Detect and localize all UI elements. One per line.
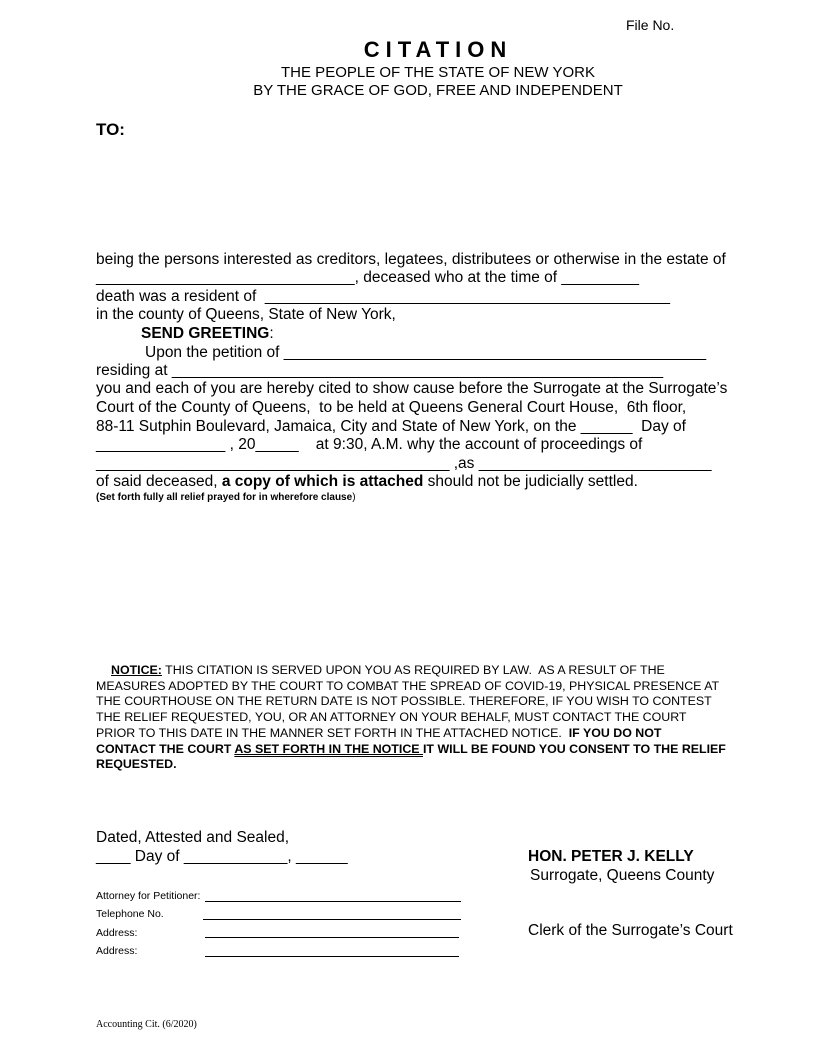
- relief-note-paren: ): [352, 492, 356, 503]
- notice-line-7: REQUESTED.: [96, 757, 177, 772]
- notice-line-5: [96, 726, 786, 742]
- body-line-12: _________________________________________ ,as ___________________________: [96, 455, 712, 472]
- body-line-4: in the county of Queens, State of New York,: [96, 306, 396, 323]
- file-no-label: File No.: [626, 17, 675, 33]
- address-field-2[interactable]: [205, 956, 459, 957]
- copy-attached-text: a copy of which is attached: [221, 473, 424, 490]
- body-line-10: 88-11 Sutphin Boulevard, Jamaica, City and State of New York, on the ______ Day of: [96, 418, 686, 435]
- body-line-9: Court of the County of Queens, to be held at Queens General Court House, 6th floor,: [96, 399, 687, 416]
- notice-line-5-b: IF YOU DO NOT: [568, 725, 662, 740]
- attorney-label: Attorney for Petitioner:: [96, 890, 201, 902]
- page-title: CITATION: [363, 37, 513, 62]
- body-line-1: being the persons interested as creditors, legatees, distributees or otherwise in the estate of: [96, 251, 726, 268]
- relief-note: [96, 492, 356, 503]
- notice-line-6-a: CONTACT THE COURT: [96, 741, 235, 756]
- dated-line: Dated, Attested and Sealed,: [96, 829, 290, 846]
- send-greeting-line: [141, 325, 274, 343]
- header-line-1: THE PEOPLE OF THE STATE OF NEW YORK: [281, 64, 595, 81]
- body-line-2: ______________________________, deceased who at the time of _________: [96, 269, 639, 286]
- body-line-13-a: of said deceased,: [96, 473, 222, 490]
- notice-line-6-c: IT WILL BE FOUND YOU CONSENT TO THE RELIEF: [422, 741, 726, 756]
- residing-line: residing at _________________________________________________________: [96, 362, 664, 379]
- send-greeting: SEND GREETING: [141, 325, 270, 342]
- body-line-11: _______________ , 20_____ at 9:30, A.M. why the account of proceedings of: [96, 436, 643, 453]
- notice-label: NOTICE:: [111, 663, 162, 677]
- telephone-field[interactable]: [203, 919, 461, 920]
- notice-line-1-text: THIS CITATION IS SERVED UPON YOU AS REQUIRED BY LAW. AS A RESULT OF THE: [161, 663, 665, 677]
- notice-line-1: [96, 663, 786, 679]
- address-label-2: Address:: [96, 945, 138, 957]
- body-line-13-c: should not be judicially settled.: [423, 473, 638, 490]
- form-footer: Accounting Cit. (6/2020): [96, 1019, 197, 1030]
- header-line-2: BY THE GRACE OF GOD, FREE AND INDEPENDENT: [253, 82, 623, 99]
- telephone-label: Telephone No.: [96, 908, 164, 920]
- day-of-line: ____ Day of ____________, ______: [96, 848, 348, 865]
- notice-line-4: THE RELIEF REQUESTED, YOU, OR AN ATTORNEY ON YOUR BEHALF, MUST CONTACT THE COURT: [96, 710, 687, 725]
- petition-line: Upon the petition of _________________________________________________: [145, 344, 707, 361]
- to-label: TO:: [96, 120, 125, 139]
- notice-line-2: MEASURES ADOPTED BY THE COURT TO COMBAT THE SPREAD OF COVID-19, PHYSICAL PRESENCE AT: [96, 678, 720, 693]
- notice-block: [96, 663, 786, 773]
- notice-line-3: THE COURTHOUSE ON THE RETURN DATE IS NOT POSSIBLE. THEREFORE, IF YOU WISH TO CONTEST: [96, 694, 712, 709]
- send-greeting-colon: :: [269, 325, 274, 342]
- body-line-13: [96, 473, 638, 491]
- surrogate-title: Surrogate, Queens County: [530, 867, 715, 884]
- attorney-field[interactable]: [205, 901, 461, 902]
- address-label-1: Address:: [96, 927, 138, 939]
- body-line-8: you and each of you are hereby cited to show cause before the Surrogate at the Surrogate’s: [96, 380, 728, 397]
- notice-line-6-b: AS SET FORTH IN THE NOTICE: [234, 741, 423, 756]
- body-line-3: death was a resident of _______________________________________________: [96, 288, 671, 305]
- relief-note-text: (Set forth fully all relief prayed for in wherefore clause: [96, 492, 353, 503]
- notice-line-5-a: PRIOR TO THIS DATE IN THE MANNER SET FORTH IN THE ATTACHED NOTICE.: [96, 725, 569, 740]
- address-field-1[interactable]: [205, 937, 459, 938]
- notice-line-6: [96, 742, 786, 758]
- judge-name: HON. PETER J. KELLY: [528, 848, 694, 865]
- clerk-title: Clerk of the Surrogate’s Court: [528, 922, 733, 939]
